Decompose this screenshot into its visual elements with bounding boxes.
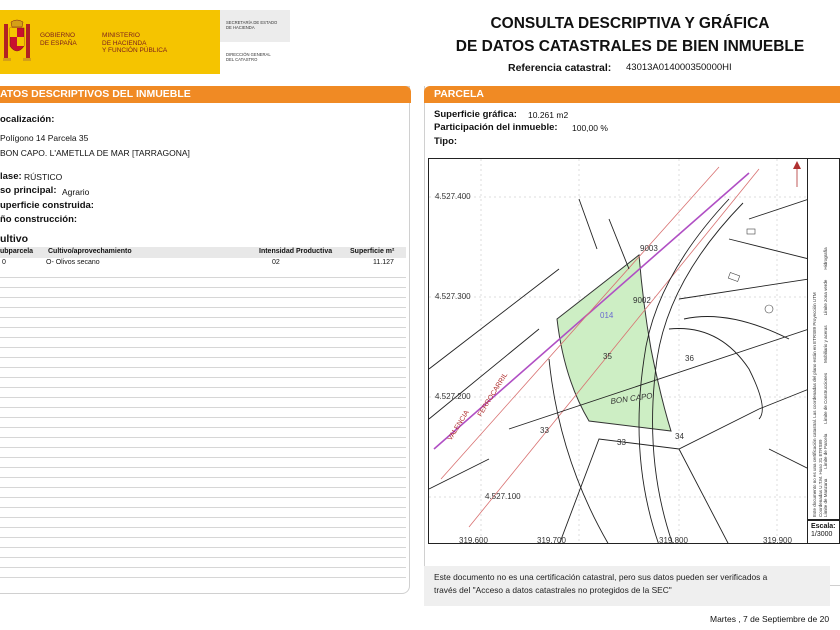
localizacion-line1: Polígono 14 Parcela 35 <box>0 133 89 143</box>
parcela-header: PARCELA <box>424 86 840 103</box>
gobierno-logo-block <box>0 10 220 74</box>
cell-superficie: 11.127 <box>373 259 394 266</box>
uso-principal-label: so principal: <box>0 185 57 196</box>
cell-intensidad: 02 <box>272 259 280 266</box>
datos-descriptivos-header: ATOS DESCRIPTIVOS DEL INMUEBLE <box>0 86 411 103</box>
cell-subparcela: 0 <box>2 259 6 266</box>
x-coord-label: 319.800 <box>659 536 688 544</box>
map-svg <box>429 159 808 544</box>
map-legend <box>808 158 840 520</box>
north-arrow-icon <box>793 161 801 187</box>
x-coord-label: 319.900 <box>763 536 792 544</box>
disclaimer-box <box>424 566 830 606</box>
parcel-label: 36 <box>685 354 694 363</box>
localizacion-line2: BON CAPO. L'AMETLLA DE MAR [TARRAGONA] <box>0 148 190 158</box>
direccion-line: DEL CATASTRO <box>226 57 258 62</box>
legend-item: Límite zona verde <box>823 279 828 316</box>
legend-item: Hidrografía <box>823 247 828 270</box>
ref-value[interactable]: 43013A014000350000HI <box>626 62 732 73</box>
tipo-label: Tipo: <box>434 136 458 147</box>
anio-construccion-label: ño construcción: <box>0 214 78 225</box>
title-line-2: DE DATOS CATASTRALES DE BIEN INMUEBLE <box>455 38 805 55</box>
superficie-grafica-value: 10.261 m2 <box>528 110 569 120</box>
title-line-1: CONSULTA DESCRIPTIVA Y GRÁFICA <box>490 15 770 32</box>
gov-line: GOBIERNO <box>40 32 76 39</box>
col-cultivo: Cultivo/aprovechamiento <box>48 248 132 255</box>
gobierno-text <box>40 32 77 47</box>
y-coord-label: 4.527.100 <box>485 492 521 501</box>
secretaria-line: DE HACIENDA <box>226 25 255 30</box>
secretaria-text <box>226 20 277 30</box>
legend-line: Este documento no es una certificación catastral. Las coordenadas del plano están en ETRS89 Proyección UTM <box>812 292 817 517</box>
col-superficie: Superficie m² <box>350 248 395 255</box>
parcel-label: 33 <box>617 438 626 447</box>
parcel-label: 9002 <box>633 296 651 305</box>
col-subparcela: ubparcela <box>0 248 34 255</box>
uso-principal-value: Agrario <box>62 187 90 197</box>
clase-label: lase: <box>0 171 22 182</box>
cadastral-map[interactable] <box>428 158 808 544</box>
map-scale <box>808 520 840 544</box>
superficie-construida-label: uperficie construida: <box>0 200 94 211</box>
rail-label: FERROCARRIL <box>476 371 510 419</box>
clase-value: RÚSTICO <box>24 172 63 182</box>
table-empty-rows <box>0 268 406 586</box>
ministry-line: DE HACIENDA <box>102 39 147 47</box>
x-coord-label: 319.700 <box>537 536 566 544</box>
ref-label: Referencia catastral: <box>508 62 612 74</box>
ministry-line: Y FUNCIÓN PÚBLICA <box>102 47 168 54</box>
parcel-label: 33 <box>540 426 549 435</box>
scale-label: Escala: <box>811 523 836 530</box>
direccion-line: DIRECCIÓN GENERAL <box>226 52 271 57</box>
cell-cultivo: O- Olivos secano <box>46 259 100 266</box>
referencia-catastral <box>508 62 732 74</box>
y-coord-label: 4.527.300 <box>435 292 471 301</box>
disclaimer-line: través del "Acceso a datos catastrales no protegidos de la SEC" <box>434 585 672 595</box>
document-title <box>420 12 840 58</box>
legend-item: Mobiliario y aceras <box>823 325 828 363</box>
gov-line: DE ESPAÑA <box>40 39 77 47</box>
ministerio-text <box>102 32 167 55</box>
secretaria-line: SECRETARÍA DE ESTADO <box>226 20 278 25</box>
localizacion-label: ocalización: <box>0 114 55 125</box>
participacion-value: 100,00 % <box>572 123 608 133</box>
parcel-label: 35 <box>603 352 612 361</box>
direccion-text <box>226 52 271 62</box>
legend-item: Límite de Manzana <box>823 478 828 517</box>
legend-item: Límite de Construcciones <box>823 372 828 424</box>
y-coord-label: 4.527.200 <box>435 392 471 401</box>
parcel-highlight-label: 014 <box>600 311 614 320</box>
cultivo-table-header <box>0 247 406 258</box>
footer-date: Martes , 7 de Septiembre de 20 <box>710 614 830 624</box>
col-intensidad: Intensidad Productiva <box>259 248 333 255</box>
x-coord-label: 319.600 <box>459 536 488 544</box>
legend-line: Coordenadas U.T.M. Huso 31 ETRS89 <box>817 439 823 517</box>
y-coord-label: 4.527.400 <box>435 192 471 201</box>
scale-value: 1/3000 <box>811 531 833 538</box>
table-row <box>0 258 406 268</box>
legend-item: Límite de Parcela <box>823 433 828 469</box>
place-label: BON CAPO <box>610 391 654 406</box>
parcel-label: 34 <box>675 432 684 441</box>
superficie-grafica-label: Superficie gráfica: <box>434 109 517 120</box>
spain-coat-of-arms-icon <box>2 18 32 66</box>
cultivo-title: ultivo <box>0 233 28 245</box>
parcel-label: 9003 <box>640 244 658 253</box>
ministry-line: MINISTERIO <box>102 32 140 39</box>
disclaimer-line: Este documento no es una certificación catastral, pero sus datos pueden ser verificados a <box>434 572 768 582</box>
legend-text <box>812 158 829 517</box>
rail-label-2: VALENCIA <box>446 409 471 443</box>
participacion-label: Participación del inmueble: <box>434 122 558 133</box>
